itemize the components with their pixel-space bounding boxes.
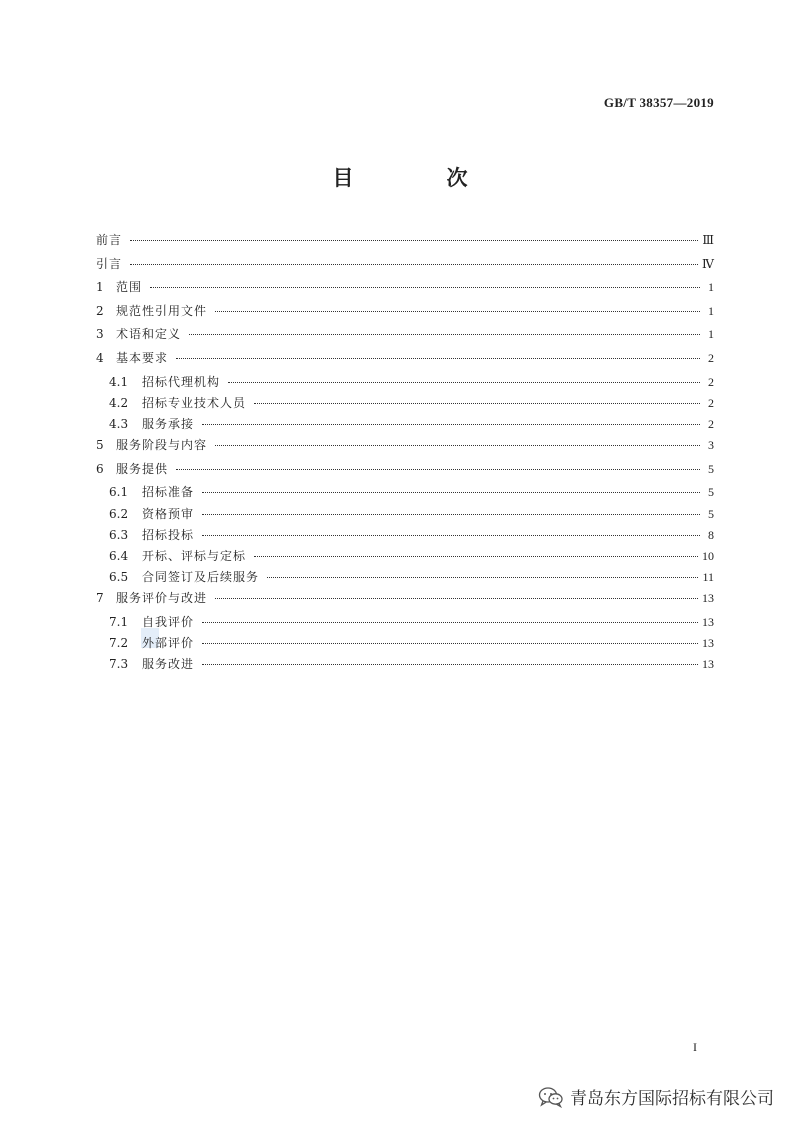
- toc-entry[interactable]: [96, 324, 714, 348]
- toc-entry-page: 5: [708, 506, 714, 521]
- toc-entry-label: 引言: [96, 256, 123, 271]
- dot-leader: [202, 663, 698, 665]
- toc-entry-number: 6.4: [109, 548, 129, 563]
- toc-title: 目 次: [332, 166, 504, 190]
- toc-entry-label: 招标投标: [142, 527, 195, 542]
- dot-leader: [215, 444, 700, 446]
- toc-entry-label: 自我评价: [142, 614, 195, 629]
- toc-entry-number: 4.3: [109, 416, 129, 431]
- toc-entry-number: 4.2: [109, 395, 129, 410]
- toc-entry-page: 3: [708, 438, 714, 453]
- toc-entry[interactable]: [96, 254, 714, 278]
- toc-entry-label: 开标、评标与定标: [142, 548, 247, 563]
- dot-leader: [130, 239, 698, 241]
- toc-entry-page: 13: [702, 614, 714, 629]
- dot-leader: [202, 423, 700, 425]
- toc-entry-page: 2: [708, 416, 714, 431]
- dot-leader: [130, 263, 698, 265]
- toc-entry-number: 5: [96, 438, 104, 453]
- toc-entry-number: 6.5: [109, 570, 129, 585]
- wechat-icon: [538, 1086, 564, 1108]
- toc-entry-number: 7.2: [109, 636, 129, 651]
- toc-subentry[interactable]: [96, 567, 714, 588]
- watermark-text: 青岛东方国际招标有限公司: [570, 1089, 774, 1109]
- toc-entry-label: 招标准备: [142, 485, 195, 500]
- dot-leader: [202, 534, 700, 536]
- dot-leader: [267, 576, 698, 578]
- toc-entry-number: 1: [96, 280, 104, 295]
- toc-entry[interactable]: [96, 348, 714, 372]
- toc-entry-label: 服务承接: [142, 416, 195, 431]
- toc-entry[interactable]: [96, 588, 714, 612]
- toc-entry-label: 术语和定义: [116, 327, 182, 342]
- toc-entry-label: 基本要求: [116, 350, 169, 365]
- toc-entry-page: 13: [702, 636, 714, 651]
- dot-leader: [215, 597, 698, 599]
- toc-entry-number: 6: [96, 461, 104, 476]
- toc-entry-number: 4: [96, 350, 104, 365]
- toc-entry-number: 4.1: [109, 374, 129, 389]
- toc-entry-page: 1: [708, 303, 714, 318]
- toc-entry-page: 10: [702, 548, 714, 563]
- toc-entry-label: 服务改进: [142, 657, 195, 672]
- toc-entry-page: 13: [702, 657, 714, 672]
- toc-entry-label: 合同签订及后续服务: [142, 570, 260, 585]
- toc-entry-number: 6.1: [109, 485, 129, 500]
- toc-entry-page: 2: [708, 395, 714, 410]
- toc-subentry[interactable]: [96, 633, 714, 654]
- toc-entry-page: 2: [708, 374, 714, 389]
- toc-subentry[interactable]: [96, 525, 714, 546]
- toc-entry-page: 13: [702, 591, 714, 606]
- dot-leader: [202, 642, 698, 644]
- toc-entry[interactable]: [96, 301, 714, 325]
- toc-entry-label: 招标代理机构: [142, 374, 221, 389]
- toc-entry-page: Ⅳ: [702, 256, 714, 271]
- toc-entry-label: 外部评价: [142, 636, 195, 651]
- toc-subentry[interactable]: [96, 393, 714, 414]
- dot-leader: [228, 381, 700, 383]
- toc-subentry[interactable]: [96, 612, 714, 633]
- toc-entry[interactable]: [96, 230, 714, 254]
- dot-leader: [254, 402, 700, 404]
- toc-entry[interactable]: [96, 277, 714, 301]
- toc-entry-label: 规范性引用文件: [116, 303, 208, 318]
- toc-entry-page: 1: [708, 327, 714, 342]
- toc-entry-label: 前言: [96, 233, 123, 247]
- toc-entry-page: 1: [708, 280, 714, 295]
- standard-code: GB/T 38357—2019: [603, 95, 714, 110]
- toc-subentry[interactable]: [96, 504, 714, 525]
- toc-entry-number: 7.3: [109, 657, 129, 672]
- toc-entry-number: 6.3: [109, 527, 129, 542]
- toc-subentry[interactable]: [96, 414, 714, 435]
- toc-entry-label: 招标专业技术人员: [142, 395, 247, 410]
- toc-entry[interactable]: [96, 435, 714, 459]
- watermark: [538, 1084, 774, 1109]
- toc-entry-number: 6.2: [109, 506, 129, 521]
- dot-leader: [254, 555, 698, 557]
- toc-entry[interactable]: [96, 459, 714, 483]
- page-number: I: [693, 1040, 697, 1054]
- dot-leader: [176, 357, 700, 359]
- toc-entry-page: 8: [708, 527, 714, 542]
- toc-entry-page: 5: [708, 461, 714, 476]
- toc-entry-number: 7.1: [109, 614, 129, 629]
- toc-entry-label: 范围: [116, 280, 143, 295]
- toc-entry-page: 2: [708, 350, 714, 365]
- dot-leader: [189, 333, 700, 335]
- toc-subentry[interactable]: [96, 546, 714, 567]
- toc-entry-page: 11: [702, 570, 714, 585]
- toc-subentry[interactable]: [96, 482, 714, 503]
- toc-entry-label: 服务阶段与内容: [116, 438, 208, 453]
- dot-leader: [150, 286, 700, 288]
- toc-entry-label: 资格预审: [142, 506, 195, 521]
- toc-entry-number: 2: [96, 303, 104, 318]
- toc-entry-number: 7: [96, 591, 104, 606]
- toc-entry-page: Ⅲ: [702, 233, 714, 247]
- toc-entry-label: 服务评价与改进: [116, 591, 208, 606]
- toc-subentry[interactable]: [96, 372, 714, 393]
- toc-entry-page: 5: [708, 485, 714, 500]
- table-of-contents: [96, 230, 714, 675]
- toc-entry-label: 服务提供: [116, 461, 169, 476]
- dot-leader: [215, 310, 700, 312]
- toc-entry-number: 3: [96, 327, 104, 342]
- dot-leader: [202, 513, 700, 515]
- toc-subentry[interactable]: [96, 654, 714, 675]
- dot-leader: [202, 621, 698, 623]
- dot-leader: [202, 491, 700, 493]
- dot-leader: [176, 468, 700, 470]
